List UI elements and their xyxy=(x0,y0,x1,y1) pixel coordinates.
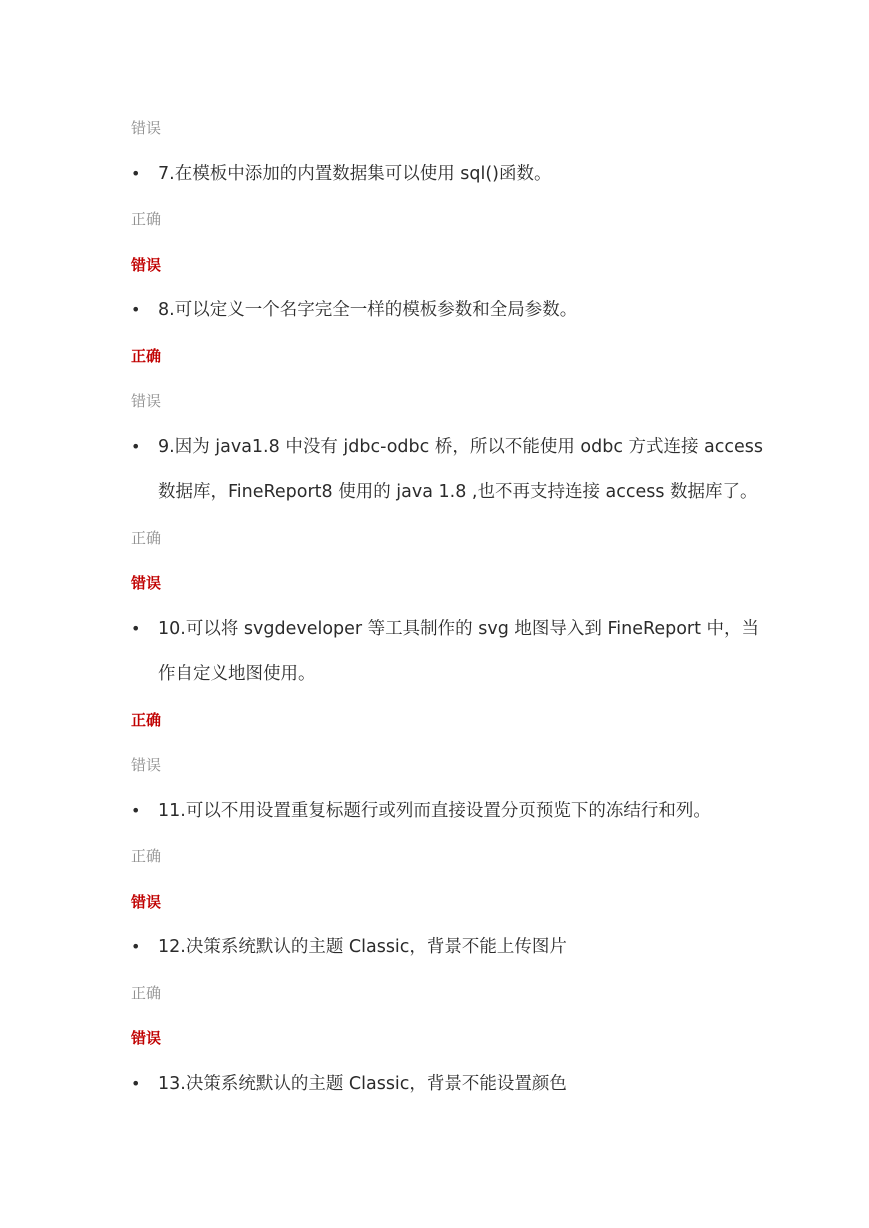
question-text: 8.可以定义一个名字完全一样的模板参数和全局参数。 xyxy=(158,300,578,320)
option-incorrect[interactable]: 错误 xyxy=(131,119,162,137)
bullet-icon: • xyxy=(131,164,141,183)
bullet-icon: • xyxy=(131,437,141,456)
bullet-icon: • xyxy=(131,1074,141,1093)
option-correct[interactable]: 正确 xyxy=(131,984,162,1002)
question-text-line-2: 数据库，FineReport8 使用的 java 1.8 ,也不再支持连接 access 数据库了。 xyxy=(158,482,758,502)
bullet-icon: • xyxy=(131,619,141,638)
option-incorrect-selected[interactable]: 错误 xyxy=(131,574,162,592)
option-correct[interactable]: 正确 xyxy=(131,847,162,865)
question-text: 13.决策系统默认的主题 Classic，背景不能设置颜色 xyxy=(158,1074,567,1094)
bullet-icon: • xyxy=(131,801,141,820)
option-incorrect[interactable]: 错误 xyxy=(131,392,162,410)
question-text: 11.可以不用设置重复标题行或列而直接设置分页预览下的冻结行和列。 xyxy=(158,801,711,821)
option-correct[interactable]: 正确 xyxy=(131,210,162,228)
question-text: 7.在模板中添加的内置数据集可以使用 sql()函数。 xyxy=(158,164,552,184)
question-text: 12.决策系统默认的主题 Classic，背景不能上传图片 xyxy=(158,937,567,957)
question-text: 10.可以将 svgdeveloper 等工具制作的 svg 地图导入到 FineReport 中，当 xyxy=(158,619,760,639)
option-correct-selected[interactable]: 正确 xyxy=(131,711,162,729)
option-correct-selected[interactable]: 正确 xyxy=(131,347,162,365)
question-text: 9.因为 java1.8 中没有 jdbc-odbc 桥，所以不能使用 odbc 方式连接 access xyxy=(158,437,764,457)
question-text-line-2: 作自定义地图使用。 xyxy=(158,664,316,684)
option-incorrect-selected[interactable]: 错误 xyxy=(131,893,162,911)
option-correct[interactable]: 正确 xyxy=(131,529,162,547)
option-incorrect-selected[interactable]: 错误 xyxy=(131,1029,162,1047)
option-incorrect-selected[interactable]: 错误 xyxy=(131,256,162,274)
option-incorrect[interactable]: 错误 xyxy=(131,756,162,774)
bullet-icon: • xyxy=(131,300,141,319)
bullet-icon: • xyxy=(131,937,141,956)
